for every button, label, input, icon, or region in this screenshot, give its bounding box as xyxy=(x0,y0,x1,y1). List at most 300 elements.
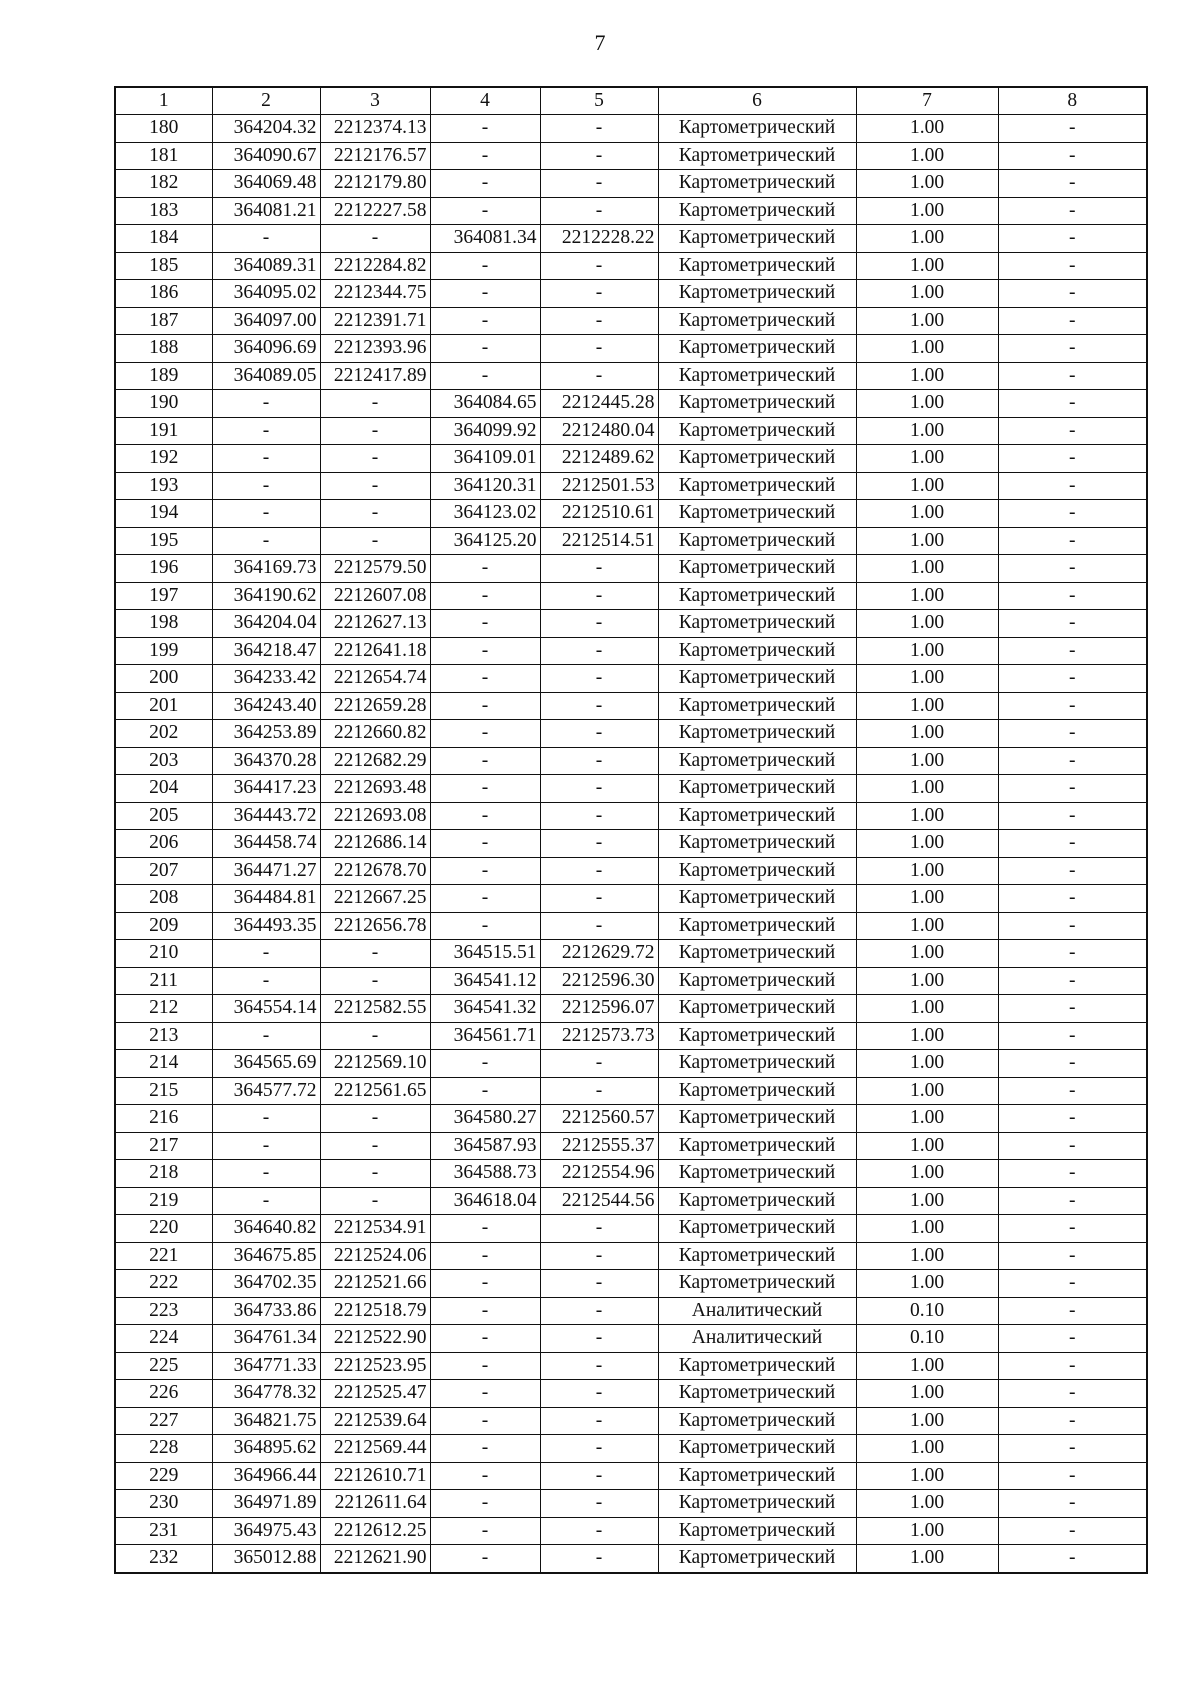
cell-y-new: - xyxy=(540,1462,658,1490)
cell-description: - xyxy=(998,665,1147,693)
cell-method: Картометрический xyxy=(658,1187,856,1215)
cell-method: Картометрический xyxy=(658,802,856,830)
cell-x-new: - xyxy=(430,857,540,885)
cell-point-number: 196 xyxy=(115,555,212,583)
column-header-5: 5 xyxy=(540,87,658,115)
cell-y-existing: - xyxy=(320,527,430,555)
cell-method: Картометрический xyxy=(658,637,856,665)
cell-accuracy: 1.00 xyxy=(856,1077,998,1105)
cell-x-new: 364561.71 xyxy=(430,1022,540,1050)
cell-method: Картометрический xyxy=(658,500,856,528)
cell-y-new: - xyxy=(540,582,658,610)
cell-x-existing: - xyxy=(212,940,320,968)
cell-accuracy: 1.00 xyxy=(856,1105,998,1133)
cell-x-existing: 364096.69 xyxy=(212,335,320,363)
cell-x-new: 364099.92 xyxy=(430,417,540,445)
cell-point-number: 209 xyxy=(115,912,212,940)
cell-y-new: 2212445.28 xyxy=(540,390,658,418)
cell-method: Картометрический xyxy=(658,555,856,583)
cell-y-existing: 2212176.57 xyxy=(320,142,430,170)
table-row xyxy=(115,1297,1147,1325)
cell-point-number: 222 xyxy=(115,1270,212,1298)
cell-point-number: 198 xyxy=(115,610,212,638)
cell-y-new: - xyxy=(540,1407,658,1435)
table-row xyxy=(115,307,1147,335)
table-row xyxy=(115,197,1147,225)
cell-point-number: 223 xyxy=(115,1297,212,1325)
cell-point-number: 197 xyxy=(115,582,212,610)
cell-y-new: - xyxy=(540,637,658,665)
cell-accuracy: 1.00 xyxy=(856,225,998,253)
cell-x-existing: - xyxy=(212,445,320,473)
cell-method: Картометрический xyxy=(658,1270,856,1298)
cell-accuracy: 0.10 xyxy=(856,1297,998,1325)
cell-accuracy: 1.00 xyxy=(856,1215,998,1243)
cell-y-new: 2212510.61 xyxy=(540,500,658,528)
cell-method: Аналитический xyxy=(658,1297,856,1325)
cell-method: Картометрический xyxy=(658,280,856,308)
cell-x-existing: 364821.75 xyxy=(212,1407,320,1435)
cell-y-existing: 2212569.10 xyxy=(320,1050,430,1078)
cell-y-new: 2212554.96 xyxy=(540,1160,658,1188)
table-row xyxy=(115,1242,1147,1270)
cell-accuracy: 1.00 xyxy=(856,1050,998,1078)
cell-method: Картометрический xyxy=(658,1022,856,1050)
cell-x-new: - xyxy=(430,1297,540,1325)
table-row xyxy=(115,720,1147,748)
cell-y-existing: 2212682.29 xyxy=(320,747,430,775)
cell-x-new: - xyxy=(430,665,540,693)
cell-x-existing: 364443.72 xyxy=(212,802,320,830)
cell-point-number: 215 xyxy=(115,1077,212,1105)
cell-point-number: 186 xyxy=(115,280,212,308)
cell-method: Картометрический xyxy=(658,115,856,143)
table-row xyxy=(115,1022,1147,1050)
cell-y-new: - xyxy=(540,170,658,198)
table-row xyxy=(115,1132,1147,1160)
cell-description: - xyxy=(998,1380,1147,1408)
table-row xyxy=(115,500,1147,528)
table-row xyxy=(115,1187,1147,1215)
cell-point-number: 224 xyxy=(115,1325,212,1353)
table-row xyxy=(115,170,1147,198)
cell-accuracy: 1.00 xyxy=(856,252,998,280)
cell-accuracy: 1.00 xyxy=(856,857,998,885)
cell-description: - xyxy=(998,912,1147,940)
cell-method: Картометрический xyxy=(658,1050,856,1078)
cell-y-existing: - xyxy=(320,1160,430,1188)
cell-point-number: 225 xyxy=(115,1352,212,1380)
table-row xyxy=(115,885,1147,913)
column-header-8: 8 xyxy=(998,87,1147,115)
table-row xyxy=(115,775,1147,803)
page-number: 7 xyxy=(594,30,606,55)
cell-y-existing: - xyxy=(320,500,430,528)
cell-method: Картометрический xyxy=(658,1545,856,1573)
cell-accuracy: 1.00 xyxy=(856,335,998,363)
cell-y-new: - xyxy=(540,1242,658,1270)
cell-x-new: - xyxy=(430,142,540,170)
cell-y-existing: 2212534.91 xyxy=(320,1215,430,1243)
cell-point-number: 189 xyxy=(115,362,212,390)
table-row xyxy=(115,1517,1147,1545)
cell-y-existing: 2212582.55 xyxy=(320,995,430,1023)
cell-point-number: 191 xyxy=(115,417,212,445)
cell-point-number: 210 xyxy=(115,940,212,968)
table-row xyxy=(115,967,1147,995)
cell-accuracy: 1.00 xyxy=(856,885,998,913)
cell-description: - xyxy=(998,775,1147,803)
cell-x-existing: 364089.31 xyxy=(212,252,320,280)
cell-accuracy: 1.00 xyxy=(856,527,998,555)
cell-accuracy: 1.00 xyxy=(856,1352,998,1380)
cell-x-new: - xyxy=(430,335,540,363)
cell-y-existing: 2212522.90 xyxy=(320,1325,430,1353)
column-header-6: 6 xyxy=(658,87,856,115)
column-header-7: 7 xyxy=(856,87,998,115)
cell-description: - xyxy=(998,335,1147,363)
cell-y-existing: 2212521.66 xyxy=(320,1270,430,1298)
cell-y-existing: 2212610.71 xyxy=(320,1462,430,1490)
cell-description: - xyxy=(998,1077,1147,1105)
table-row xyxy=(115,472,1147,500)
cell-description: - xyxy=(998,280,1147,308)
cell-accuracy: 1.00 xyxy=(856,720,998,748)
cell-x-new: - xyxy=(430,1490,540,1518)
cell-y-new: 2212596.30 xyxy=(540,967,658,995)
cell-x-new: 364109.01 xyxy=(430,445,540,473)
table-row xyxy=(115,527,1147,555)
cell-x-new: 364515.51 xyxy=(430,940,540,968)
cell-description: - xyxy=(998,417,1147,445)
cell-method: Картометрический xyxy=(658,170,856,198)
cell-x-new: 364125.20 xyxy=(430,527,540,555)
cell-accuracy: 1.00 xyxy=(856,307,998,335)
cell-description: - xyxy=(998,1242,1147,1270)
cell-point-number: 216 xyxy=(115,1105,212,1133)
cell-accuracy: 1.00 xyxy=(856,1160,998,1188)
cell-description: - xyxy=(998,995,1147,1023)
cell-y-new: - xyxy=(540,912,658,940)
cell-method: Картометрический xyxy=(658,1517,856,1545)
table-row xyxy=(115,940,1147,968)
cell-y-existing: 2212579.50 xyxy=(320,555,430,583)
cell-y-new: 2212514.51 xyxy=(540,527,658,555)
table-row xyxy=(115,252,1147,280)
cell-description: - xyxy=(998,1407,1147,1435)
cell-y-existing: - xyxy=(320,967,430,995)
cell-method: Картометрический xyxy=(658,775,856,803)
cell-description: - xyxy=(998,142,1147,170)
cell-y-new: - xyxy=(540,1270,658,1298)
cell-point-number: 187 xyxy=(115,307,212,335)
cell-description: - xyxy=(998,637,1147,665)
cell-description: - xyxy=(998,1022,1147,1050)
cell-y-new: - xyxy=(540,720,658,748)
cell-method: Картометрический xyxy=(658,472,856,500)
cell-method: Картометрический xyxy=(658,1105,856,1133)
cell-description: - xyxy=(998,720,1147,748)
table-row xyxy=(115,1215,1147,1243)
cell-y-existing: 2212539.64 xyxy=(320,1407,430,1435)
coordinates-table xyxy=(114,86,1148,1574)
cell-accuracy: 1.00 xyxy=(856,170,998,198)
cell-x-new: - xyxy=(430,307,540,335)
cell-point-number: 180 xyxy=(115,115,212,143)
cell-point-number: 228 xyxy=(115,1435,212,1463)
cell-description: - xyxy=(998,555,1147,583)
cell-x-new: - xyxy=(430,1077,540,1105)
cell-x-new: 364120.31 xyxy=(430,472,540,500)
cell-accuracy: 1.00 xyxy=(856,390,998,418)
cell-point-number: 194 xyxy=(115,500,212,528)
cell-point-number: 182 xyxy=(115,170,212,198)
cell-method: Картометрический xyxy=(658,527,856,555)
cell-point-number: 185 xyxy=(115,252,212,280)
cell-description: - xyxy=(998,1105,1147,1133)
cell-x-existing: 364253.89 xyxy=(212,720,320,748)
table-row xyxy=(115,692,1147,720)
cell-method: Картометрический xyxy=(658,197,856,225)
cell-accuracy: 1.00 xyxy=(856,555,998,583)
table-row xyxy=(115,335,1147,363)
cell-description: - xyxy=(998,500,1147,528)
cell-y-existing: 2212227.58 xyxy=(320,197,430,225)
cell-description: - xyxy=(998,692,1147,720)
cell-method: Картометрический xyxy=(658,1435,856,1463)
cell-y-new: - xyxy=(540,665,658,693)
cell-x-new: - xyxy=(430,1545,540,1573)
cell-method: Картометрический xyxy=(658,1077,856,1105)
column-header-3: 3 xyxy=(320,87,430,115)
cell-x-existing: 364702.35 xyxy=(212,1270,320,1298)
cell-y-existing: 2212284.82 xyxy=(320,252,430,280)
table-row xyxy=(115,1380,1147,1408)
cell-point-number: 226 xyxy=(115,1380,212,1408)
cell-point-number: 195 xyxy=(115,527,212,555)
cell-point-number: 214 xyxy=(115,1050,212,1078)
cell-x-new: 364587.93 xyxy=(430,1132,540,1160)
cell-x-existing: - xyxy=(212,1187,320,1215)
cell-y-new: - xyxy=(540,747,658,775)
cell-x-existing: 364218.47 xyxy=(212,637,320,665)
cell-y-existing: - xyxy=(320,225,430,253)
cell-accuracy: 1.00 xyxy=(856,802,998,830)
cell-y-new: 2212596.07 xyxy=(540,995,658,1023)
table-header-row xyxy=(115,87,1147,115)
cell-y-existing: 2212611.64 xyxy=(320,1490,430,1518)
cell-y-new: - xyxy=(540,1297,658,1325)
cell-y-existing: 2212518.79 xyxy=(320,1297,430,1325)
cell-y-new: - xyxy=(540,335,658,363)
cell-x-new: - xyxy=(430,197,540,225)
cell-x-existing: 364484.81 xyxy=(212,885,320,913)
cell-method: Картометрический xyxy=(658,720,856,748)
cell-method: Картометрический xyxy=(658,1407,856,1435)
table-row xyxy=(115,912,1147,940)
cell-x-new: 364588.73 xyxy=(430,1160,540,1188)
cell-accuracy: 1.00 xyxy=(856,1242,998,1270)
cell-x-new: - xyxy=(430,115,540,143)
cell-point-number: 181 xyxy=(115,142,212,170)
cell-x-existing: - xyxy=(212,1132,320,1160)
cell-y-new: - xyxy=(540,362,658,390)
cell-x-new: 364084.65 xyxy=(430,390,540,418)
cell-y-existing: 2212374.13 xyxy=(320,115,430,143)
cell-y-new: - xyxy=(540,885,658,913)
cell-method: Картометрический xyxy=(658,417,856,445)
cell-y-new: - xyxy=(540,830,658,858)
cell-method: Картометрический xyxy=(658,1132,856,1160)
cell-y-new: - xyxy=(540,610,658,638)
table-row xyxy=(115,582,1147,610)
cell-x-existing: 364233.42 xyxy=(212,665,320,693)
cell-description: - xyxy=(998,1132,1147,1160)
cell-x-existing: 364966.44 xyxy=(212,1462,320,1490)
cell-x-existing: 364097.00 xyxy=(212,307,320,335)
table-row xyxy=(115,1050,1147,1078)
cell-x-new: - xyxy=(430,582,540,610)
cell-x-new: - xyxy=(430,747,540,775)
cell-method: Картометрический xyxy=(658,967,856,995)
table-row xyxy=(115,555,1147,583)
cell-x-existing: 364640.82 xyxy=(212,1215,320,1243)
table-row xyxy=(115,610,1147,638)
cell-y-new: 2212228.22 xyxy=(540,225,658,253)
cell-y-new: 2212489.62 xyxy=(540,445,658,473)
cell-y-existing: - xyxy=(320,390,430,418)
cell-x-new: - xyxy=(430,280,540,308)
cell-x-existing: - xyxy=(212,225,320,253)
cell-description: - xyxy=(998,1545,1147,1573)
cell-method: Картометрический xyxy=(658,307,856,335)
cell-point-number: 199 xyxy=(115,637,212,665)
cell-y-new: - xyxy=(540,1545,658,1573)
cell-accuracy: 1.00 xyxy=(856,995,998,1023)
cell-point-number: 184 xyxy=(115,225,212,253)
cell-accuracy: 1.00 xyxy=(856,775,998,803)
table-row xyxy=(115,637,1147,665)
cell-y-existing: 2212654.74 xyxy=(320,665,430,693)
cell-x-new: 364081.34 xyxy=(430,225,540,253)
table-row xyxy=(115,1435,1147,1463)
cell-y-new: 2212560.57 xyxy=(540,1105,658,1133)
cell-description: - xyxy=(998,115,1147,143)
table-row xyxy=(115,1077,1147,1105)
cell-x-new: 364580.27 xyxy=(430,1105,540,1133)
table-row xyxy=(115,417,1147,445)
cell-point-number: 213 xyxy=(115,1022,212,1050)
cell-method: Картометрический xyxy=(658,582,856,610)
cell-x-existing: 364204.04 xyxy=(212,610,320,638)
cell-x-new: - xyxy=(430,362,540,390)
cell-x-new: 364618.04 xyxy=(430,1187,540,1215)
cell-x-existing: - xyxy=(212,390,320,418)
cell-y-new: - xyxy=(540,1435,658,1463)
table-row xyxy=(115,995,1147,1023)
cell-description: - xyxy=(998,1325,1147,1353)
cell-description: - xyxy=(998,170,1147,198)
cell-y-existing: 2212525.47 xyxy=(320,1380,430,1408)
cell-method: Картометрический xyxy=(658,362,856,390)
cell-x-existing: 364971.89 xyxy=(212,1490,320,1518)
cell-y-new: - xyxy=(540,1352,658,1380)
cell-accuracy: 1.00 xyxy=(856,362,998,390)
cell-y-new: 2212573.73 xyxy=(540,1022,658,1050)
cell-accuracy: 1.00 xyxy=(856,1187,998,1215)
cell-x-new: - xyxy=(430,252,540,280)
cell-description: - xyxy=(998,802,1147,830)
cell-y-existing: 2212641.18 xyxy=(320,637,430,665)
cell-description: - xyxy=(998,1050,1147,1078)
cell-x-existing: 364895.62 xyxy=(212,1435,320,1463)
cell-x-existing: - xyxy=(212,500,320,528)
cell-x-existing: 364081.21 xyxy=(212,197,320,225)
cell-x-existing: 364243.40 xyxy=(212,692,320,720)
table-row xyxy=(115,665,1147,693)
cell-y-existing: 2212656.78 xyxy=(320,912,430,940)
cell-accuracy: 1.00 xyxy=(856,637,998,665)
cell-y-existing: 2212179.80 xyxy=(320,170,430,198)
cell-x-new: - xyxy=(430,1517,540,1545)
table-row xyxy=(115,857,1147,885)
cell-description: - xyxy=(998,1215,1147,1243)
cell-method: Картометрический xyxy=(658,857,856,885)
table-row xyxy=(115,225,1147,253)
cell-point-number: 232 xyxy=(115,1545,212,1573)
table-row xyxy=(115,390,1147,418)
cell-method: Картометрический xyxy=(658,225,856,253)
cell-accuracy: 1.00 xyxy=(856,747,998,775)
cell-x-new: - xyxy=(430,1462,540,1490)
cell-y-existing: - xyxy=(320,1022,430,1050)
cell-accuracy: 1.00 xyxy=(856,445,998,473)
cell-y-new: - xyxy=(540,1050,658,1078)
cell-point-number: 205 xyxy=(115,802,212,830)
cell-point-number: 190 xyxy=(115,390,212,418)
cell-method: Картометрический xyxy=(658,252,856,280)
cell-y-new: - xyxy=(540,555,658,583)
cell-x-existing: - xyxy=(212,1105,320,1133)
cell-x-new: 364541.32 xyxy=(430,995,540,1023)
cell-y-new: - xyxy=(540,692,658,720)
cell-accuracy: 1.00 xyxy=(856,692,998,720)
cell-y-existing: - xyxy=(320,417,430,445)
cell-x-new: - xyxy=(430,720,540,748)
cell-x-existing: 364169.73 xyxy=(212,555,320,583)
cell-x-existing: 364975.43 xyxy=(212,1517,320,1545)
cell-point-number: 221 xyxy=(115,1242,212,1270)
cell-method: Картометрический xyxy=(658,1215,856,1243)
cell-y-new: 2212555.37 xyxy=(540,1132,658,1160)
cell-method: Картометрический xyxy=(658,142,856,170)
cell-y-new: - xyxy=(540,307,658,335)
cell-y-existing: 2212344.75 xyxy=(320,280,430,308)
cell-y-existing: 2212391.71 xyxy=(320,307,430,335)
cell-x-existing: - xyxy=(212,1160,320,1188)
cell-description: - xyxy=(998,610,1147,638)
cell-y-new: - xyxy=(540,1325,658,1353)
cell-method: Картометрический xyxy=(658,1352,856,1380)
cell-accuracy: 1.00 xyxy=(856,142,998,170)
cell-x-new: 364541.12 xyxy=(430,967,540,995)
cell-description: - xyxy=(998,1435,1147,1463)
cell-point-number: 200 xyxy=(115,665,212,693)
cell-description: - xyxy=(998,252,1147,280)
cell-description: - xyxy=(998,1160,1147,1188)
cell-point-number: 202 xyxy=(115,720,212,748)
cell-point-number: 183 xyxy=(115,197,212,225)
